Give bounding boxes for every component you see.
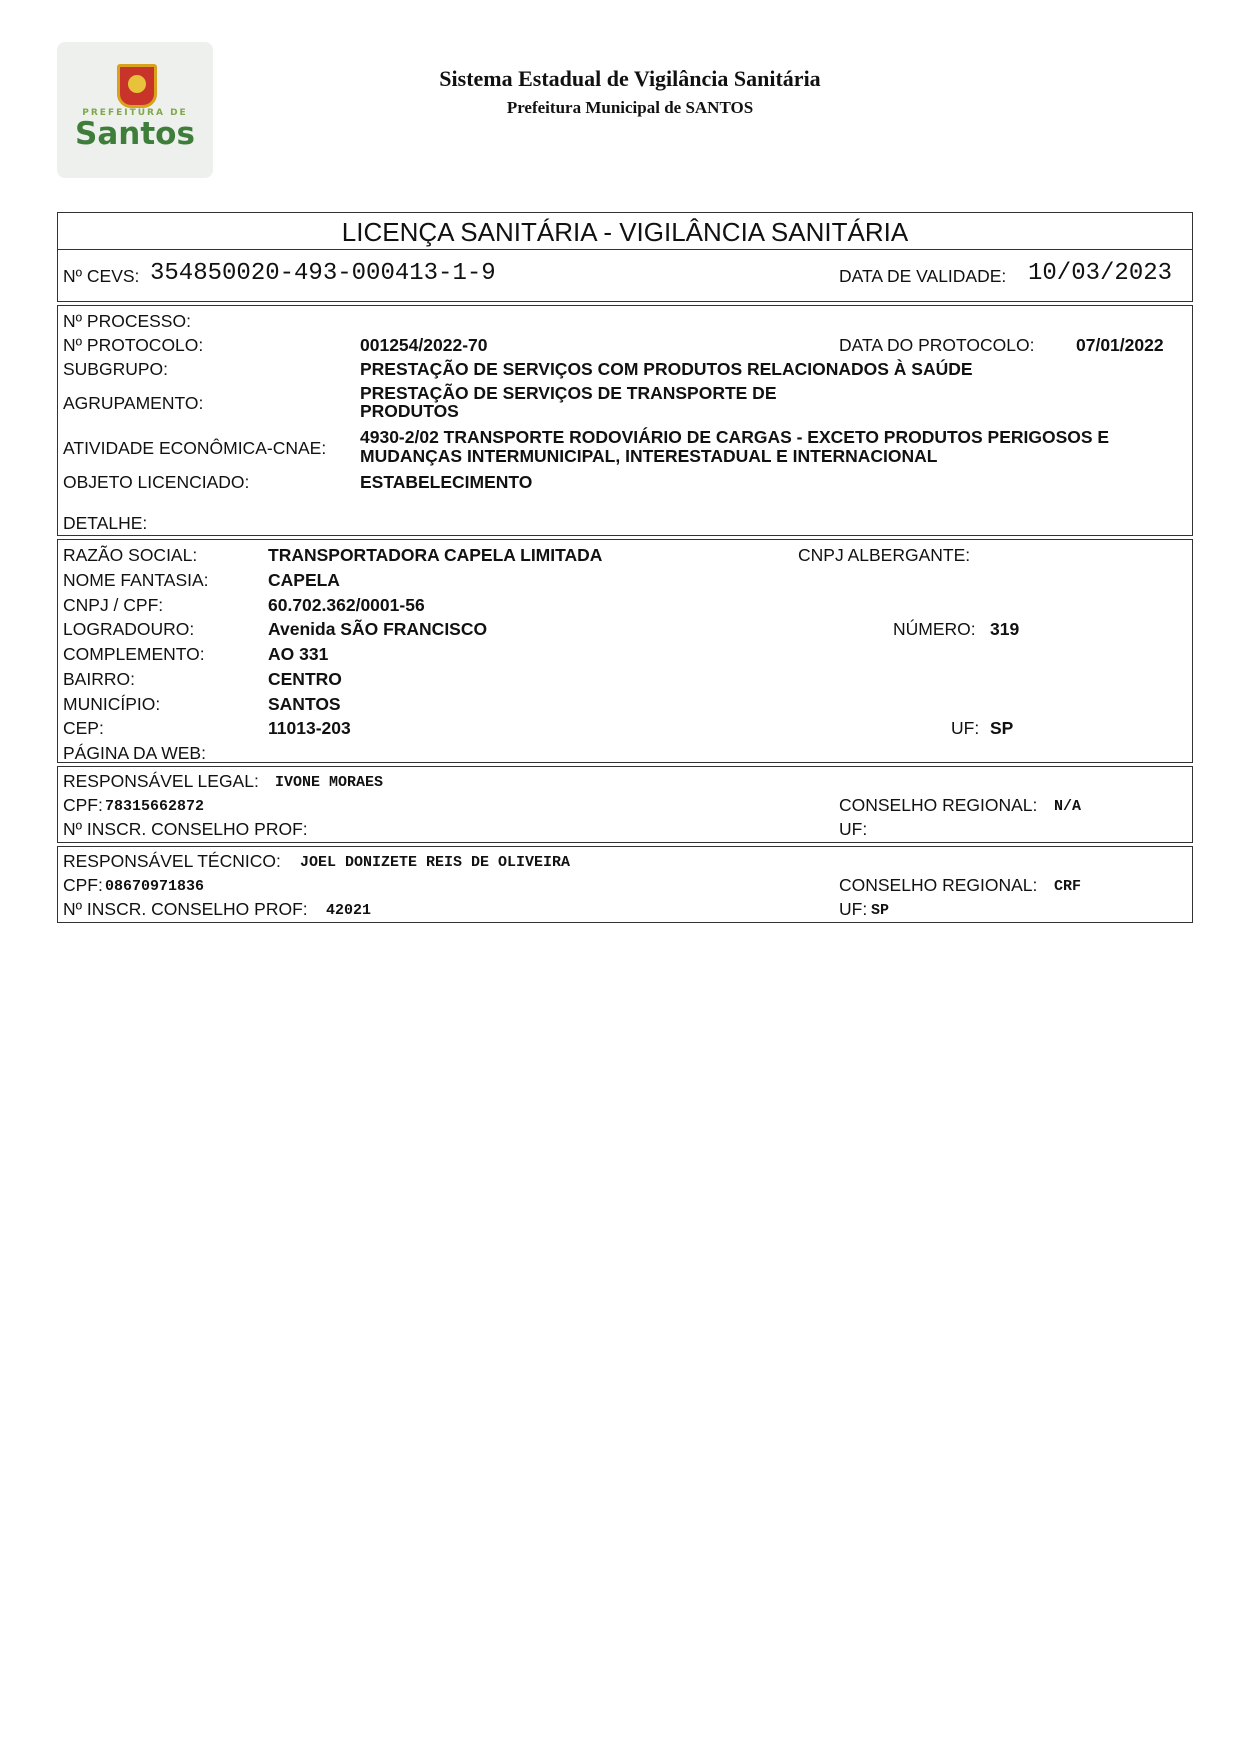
legal-resp-value: IVONE MORAES (275, 774, 384, 791)
agrupamento-label: AGRUPAMENTO: (63, 393, 204, 413)
fantasia-label: NOME FANTASIA: (63, 570, 209, 590)
logo-prefeitura-text: PREFEITURA DE (82, 108, 188, 118)
data-protocolo-value: 07/01/2022 (1076, 335, 1164, 355)
technical-responsible-box (57, 846, 1193, 923)
protocolo-label: Nº PROTOCOLO: (63, 335, 204, 355)
fantasia-value: CAPELA (268, 570, 340, 590)
atividade-label: ATIVIDADE ECONÔMICA-CNAE: (63, 438, 327, 458)
tecnico-cpf-label: CPF: (63, 875, 103, 895)
objeto-label: OBJETO LICENCIADO: (63, 472, 250, 492)
complemento-value: AO 331 (268, 644, 329, 664)
cnpj-label: CNPJ / CPF: (63, 595, 164, 615)
document-header-subtitle: Prefeitura Municipal de SANTOS (506, 98, 754, 117)
municipio-label: MUNICÍPIO: (63, 694, 161, 714)
legal-responsible-box (57, 766, 1193, 843)
objeto-value: ESTABELECIMENTO (360, 472, 533, 492)
subgrupo-value: PRESTAÇÃO DE SERVIÇOS COM PRODUTOS RELACIONADOS À SAÚDE (360, 359, 973, 379)
tecnico-conselho-label: CONSELHO REGIONAL: (839, 875, 1038, 895)
cep-label: CEP: (63, 718, 104, 738)
tecnico-uf-label: UF: (839, 899, 868, 919)
tecnico-resp-value: JOEL DONIZETE REIS DE OLIVEIRA (300, 854, 571, 871)
tecnico-cpf-value: 08670971836 (105, 878, 205, 895)
cep-value: 11013-203 (268, 718, 351, 738)
tecnico-conselho-value: CRF (1054, 878, 1082, 895)
legal-resp-label: RESPONSÁVEL LEGAL: (63, 771, 259, 791)
tecnico-uf-value: SP (871, 902, 890, 919)
legal-cpf-value: 78315662872 (105, 798, 205, 815)
municipio-value: SANTOS (268, 694, 341, 714)
coat-of-arms-icon (117, 64, 157, 108)
validity-label: DATA DE VALIDADE: (839, 266, 1007, 286)
process-box (57, 305, 1193, 536)
bairro-label: BAIRRO: (63, 669, 135, 689)
numero-value: 319 (990, 619, 1020, 639)
legal-conselho-value: N/A (1054, 798, 1082, 815)
complemento-label: COMPLEMENTO: (63, 644, 205, 664)
subgrupo-label: SUBGRUPO: (63, 359, 169, 379)
razao-value: TRANSPORTADORA CAPELA LIMITADA (268, 545, 603, 565)
license-divider (58, 249, 1192, 250)
atividade-value-line2: MUDANÇAS INTERMUNICIPAL, INTERESTADUAL E INTERNACIONAL (360, 446, 938, 466)
web-label: PÁGINA DA WEB: (63, 743, 206, 763)
cnpj-albergante-label: CNPJ ALBERGANTE: (798, 545, 971, 565)
cevs-value: 354850020-493-000413-1-9 (150, 260, 496, 287)
license-title: LICENÇA SANITÁRIA - VIGILÂNCIA SANITÁRIA (341, 217, 909, 247)
tecnico-inscr-label: Nº INSCR. CONSELHO PROF: (63, 899, 308, 919)
legal-inscr-label: Nº INSCR. CONSELHO PROF: (63, 819, 308, 839)
legal-cpf-label: CPF: (63, 795, 103, 815)
legal-uf-label: UF: (839, 819, 868, 839)
detalhe-label: DETALHE: (63, 513, 148, 533)
razao-label: RAZÃO SOCIAL: (63, 545, 198, 565)
agrupamento-value-line2: PRODUTOS (360, 401, 459, 421)
protocolo-value: 001254/2022-70 (360, 335, 488, 355)
bairro-value: CENTRO (268, 669, 342, 689)
data-protocolo-label: DATA DO PROTOCOLO: (839, 335, 1035, 355)
cevs-label: Nº CEVS: (63, 266, 140, 286)
uf-value: SP (990, 718, 1014, 738)
uf-label: UF: (951, 718, 980, 738)
agrupamento-value-line1: PRESTAÇÃO DE SERVIÇOS DE TRANSPORTE DE (360, 383, 777, 403)
atividade-value-line1: 4930-2/02 TRANSPORTE RODOVIÁRIO DE CARGAS - EXCETO PRODUTOS PERIGOSOS E (360, 427, 1110, 447)
logo-santos-text: Santos (75, 116, 195, 152)
santos-logo (57, 42, 213, 178)
logradouro-label: LOGRADOURO: (63, 619, 195, 639)
processo-label: Nº PROCESSO: (63, 311, 191, 331)
numero-label: NÚMERO: (893, 619, 976, 639)
document-header-title: Sistema Estadual de Vigilância Sanitária (439, 66, 821, 91)
tecnico-inscr-value: 42021 (326, 902, 372, 919)
tecnico-resp-label: RESPONSÁVEL TÉCNICO: (63, 851, 281, 871)
legal-conselho-label: CONSELHO REGIONAL: (839, 795, 1038, 815)
validity-value: 10/03/2023 (1028, 260, 1173, 287)
logradouro-value: Avenida SÃO FRANCISCO (268, 619, 488, 639)
company-box (57, 539, 1193, 763)
cnpj-value: 60.702.362/0001-56 (268, 595, 425, 615)
license-box (57, 212, 1193, 302)
